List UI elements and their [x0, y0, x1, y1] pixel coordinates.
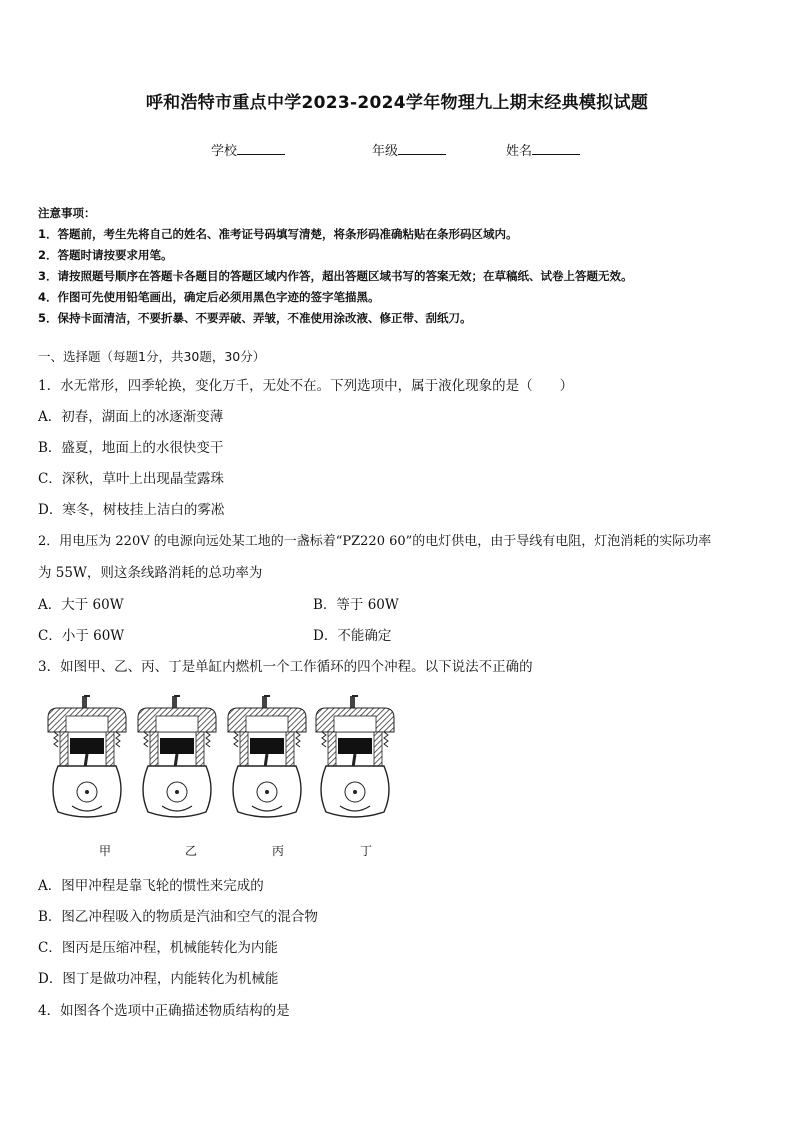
q3-option-c: C．图丙是压缩冲程，机械能转化为内能 — [38, 940, 278, 956]
school-field — [211, 140, 285, 159]
notice-item: 5．保持卡面清洁，不要折暴、不要弄破、弄皱，不准使用涂改液、修正带、刮纸刀。 — [38, 311, 472, 325]
q3-option-a: A．图甲冲程是靠飞轮的惯性来完成的 — [38, 878, 264, 894]
notice-heading: 注意事项： — [38, 206, 96, 220]
q2-stem-line1: 2．用电压为 220V 的电源向远处某工地的一盏标着“PZ220 60”的电灯供电，由于导线有电阻，灯泡消耗的实际功率 — [38, 534, 712, 549]
notice-item: 4．作图可先使用铅笔画出，确定后必须用黑色字迹的签字笔描黑。 — [38, 290, 380, 304]
section-heading: 一、选择题（每题1分，共30题，30分） — [38, 349, 266, 364]
q1-option-d: D．寒冬，树枝挂上洁白的雾凇 — [38, 502, 225, 518]
name-field — [506, 140, 580, 159]
notice-item: 3．请按照题号顺序在答题卡各题目的答题区域内作答，超出答题区域书写的答案无效；在草稿纸、试卷上答题无效。 — [38, 269, 633, 283]
figure-label-jia: 甲 — [99, 844, 112, 858]
figure-label-yi: 乙 — [185, 844, 198, 858]
grade-blank — [398, 142, 446, 155]
school-label: 学校 — [211, 144, 238, 159]
notice-block — [38, 203, 768, 329]
figure-label-ding: 丁 — [360, 844, 373, 858]
school-blank — [237, 142, 285, 155]
q1-option-c: C．深秋，草叶上出现晶莹露珠 — [38, 471, 224, 487]
grade-label: 年级 — [372, 144, 399, 159]
q2-option-c: C．小于 60W — [38, 628, 125, 644]
q3-option-b: B．图乙冲程吸入的物质是汽油和空气的混合物 — [38, 909, 318, 925]
engine-strokes-figure — [44, 690, 404, 862]
q2-option-b: B．等于 60W — [313, 597, 399, 613]
name-label: 姓名 — [506, 144, 533, 159]
q4-stem: 4．如图各个选项中正确描述物质结构的是 — [38, 1003, 290, 1019]
grade-field — [372, 140, 446, 159]
name-blank — [532, 142, 580, 155]
q1-option-b: B．盛夏，地面上的水很快变干 — [38, 440, 224, 456]
q1-option-a: A．初春，湖面上的冰逐渐变薄 — [38, 409, 224, 425]
exam-title: 呼和浩特市重点中学2023-2024学年物理九上期末经典模拟试题 — [145, 93, 649, 113]
notice-item: 1．答题前，考生先将自己的姓名、准考证号码填写清楚，将条形码准确粘贴在条形码区域内。 — [38, 227, 518, 241]
q2-option-a: A．大于 60W — [38, 597, 124, 613]
q1-stem: 1．水无常形，四季轮换，变化万千，无处不在。下列选项中，属于液化现象的是（ ） — [38, 378, 574, 394]
notice-item: 2．答题时请按要求用笔。 — [38, 248, 173, 262]
q2-option-d: D．不能确定 — [313, 628, 392, 644]
q2-stem-line2: 为 55W，则这条线路消耗的总功率为 — [38, 565, 263, 581]
q3-stem: 3．如图甲、乙、丙、丁是单缸内燃机一个工作循环的四个冲程。以下说法不正确的 — [38, 659, 533, 675]
q3-option-d: D．图丁是做功冲程，内能转化为机械能 — [38, 971, 279, 987]
figure-label-bing: 丙 — [272, 844, 285, 858]
